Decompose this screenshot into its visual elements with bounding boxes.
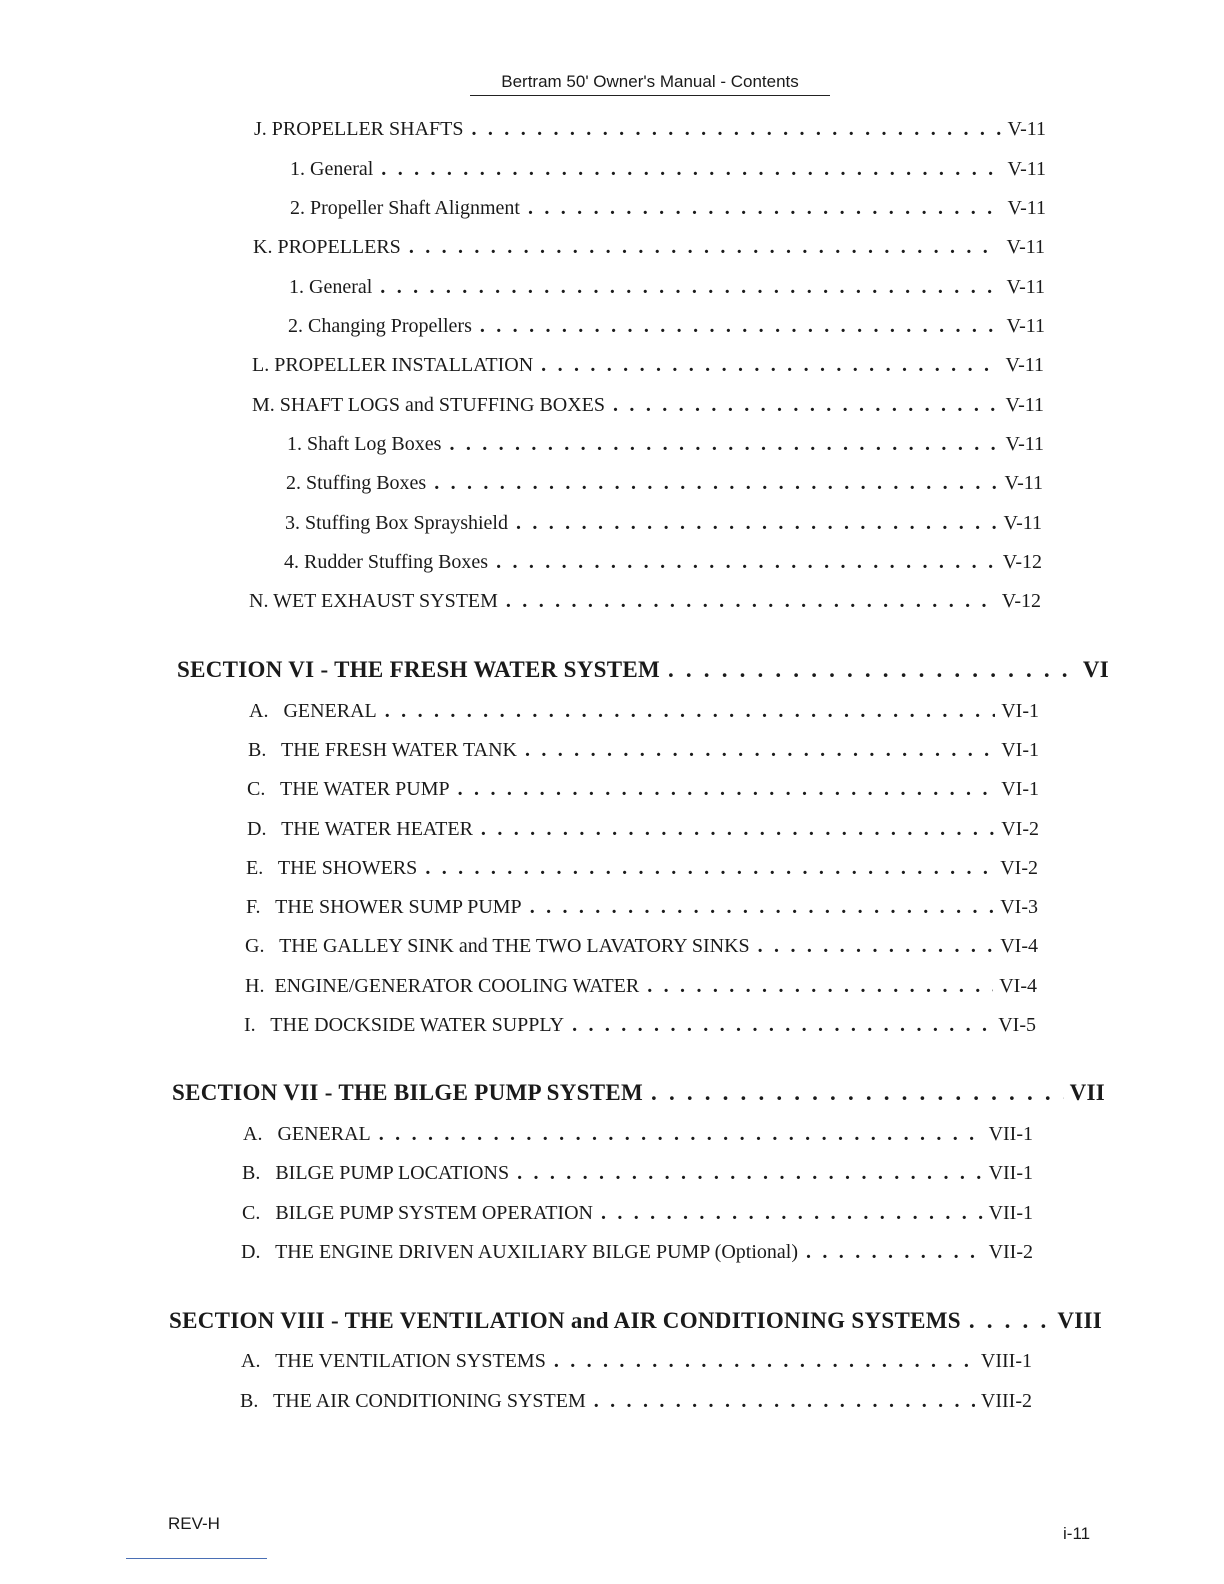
- dot-leader: [554, 1350, 975, 1373]
- dot-leader: [480, 315, 1001, 338]
- toc-entry[interactable]: [249, 590, 1041, 616]
- toc-entry[interactable]: [290, 197, 1046, 223]
- dot-leader: [481, 818, 995, 841]
- toc-entry-page: VI-4: [999, 975, 1037, 997]
- dot-leader: [668, 657, 1077, 683]
- toc-entry-page: V-11: [1007, 118, 1046, 140]
- dot-leader: [541, 354, 999, 377]
- dot-leader: [969, 1308, 1051, 1334]
- toc-entry-label: A. GENERAL: [249, 700, 377, 722]
- page-number: i-11: [1063, 1524, 1091, 1543]
- toc-entry-page: VI-5: [998, 1014, 1036, 1036]
- toc-entry[interactable]: [254, 118, 1046, 144]
- toc-entry-label: N. WET EXHAUST SYSTEM: [249, 590, 498, 612]
- toc-entry-label: H. ENGINE/GENERATOR COOLING WATER: [245, 975, 640, 997]
- toc-entry[interactable]: [287, 433, 1044, 459]
- dot-leader: [806, 1241, 983, 1264]
- toc-entry[interactable]: [285, 512, 1042, 538]
- dot-leader: [458, 778, 996, 801]
- toc-entry-label: C. THE WATER PUMP: [247, 778, 450, 800]
- toc-entry-label: D. THE ENGINE DRIVEN AUXILIARY BILGE PUMP (Optional): [241, 1241, 798, 1263]
- toc-entry-page: VII-1: [988, 1123, 1033, 1145]
- section-title: SECTION VI - THE FRESH WATER SYSTEM: [177, 657, 660, 682]
- dot-leader: [647, 975, 993, 998]
- dot-leader: [525, 739, 995, 762]
- dot-leader: [380, 276, 1000, 299]
- toc-entry-page: VI-2: [1000, 857, 1038, 879]
- toc-entry-label: K. PROPELLERS: [253, 236, 401, 258]
- toc-entry-page: VI-4: [1000, 935, 1038, 957]
- toc-entry-page: VI-1: [1001, 739, 1039, 761]
- dot-leader: [381, 158, 1001, 181]
- toc-entry[interactable]: [290, 158, 1046, 184]
- toc-entry[interactable]: [240, 1390, 1032, 1416]
- toc-entry-page: VI-1: [1001, 700, 1039, 722]
- dot-leader: [449, 433, 999, 456]
- dot-leader: [496, 551, 997, 574]
- toc-entry[interactable]: [288, 315, 1045, 341]
- toc-entry-page: V-12: [1002, 551, 1042, 573]
- page-header: Bertram 50' Owner's Manual - Contents: [470, 72, 830, 96]
- toc-entry[interactable]: [247, 818, 1039, 844]
- toc-entry-label: 2. Propeller Shaft Alignment: [290, 197, 520, 219]
- toc-entry-label: A. GENERAL: [243, 1123, 371, 1145]
- dot-leader: [601, 1202, 983, 1225]
- toc-entry-label: B. BILGE PUMP LOCATIONS: [242, 1162, 510, 1184]
- toc-entry-label: L. PROPELLER INSTALLATION: [252, 354, 534, 376]
- toc-entry-page: V-11: [1003, 512, 1042, 534]
- toc-entry[interactable]: [247, 778, 1039, 804]
- toc-entry-label: F. THE SHOWER SUMP PUMP: [246, 896, 522, 918]
- dot-leader: [758, 935, 995, 958]
- toc-entry-page: V-11: [1007, 158, 1046, 180]
- section-page: VII: [1069, 1080, 1105, 1105]
- toc-entry-page: VII-1: [988, 1202, 1033, 1224]
- dot-leader: [385, 700, 995, 723]
- toc-entry[interactable]: [248, 739, 1039, 765]
- toc-entry[interactable]: [246, 857, 1038, 883]
- toc-entry-page: VII-1: [988, 1162, 1033, 1184]
- toc-entry[interactable]: [242, 1202, 1033, 1228]
- toc-entry[interactable]: [246, 896, 1038, 922]
- dot-leader: [379, 1123, 983, 1146]
- toc-entry-page: VIII-2: [980, 1390, 1032, 1412]
- toc-entry-label: 4. Rudder Stuffing Boxes: [284, 551, 489, 573]
- toc-entry-label: 1. Shaft Log Boxes: [287, 433, 442, 455]
- toc-entry[interactable]: [241, 1241, 1033, 1267]
- toc-entry[interactable]: [252, 354, 1044, 380]
- section-heading[interactable]: [172, 1080, 1105, 1110]
- toc-entry-page: V-11: [1005, 354, 1044, 376]
- toc-entry-label: 1. General: [289, 276, 373, 298]
- toc-entry-label: I. THE DOCKSIDE WATER SUPPLY: [244, 1014, 565, 1036]
- dot-leader: [613, 394, 999, 417]
- section-page: VI: [1082, 657, 1109, 682]
- dot-leader: [434, 472, 998, 495]
- toc-entry-label: 3. Stuffing Box Sprayshield: [285, 512, 508, 534]
- toc-entry-page: V-11: [1005, 394, 1044, 416]
- toc-entry-page: VIII-1: [980, 1350, 1032, 1372]
- section-page: VIII: [1057, 1308, 1102, 1333]
- toc-entry[interactable]: [286, 472, 1043, 498]
- section-heading[interactable]: [177, 657, 1109, 687]
- dot-leader: [425, 857, 994, 880]
- toc-entry-label: M. SHAFT LOGS and STUFFING BOXES: [252, 394, 606, 416]
- dot-leader: [517, 1162, 983, 1185]
- toc-entry-page: VII-2: [988, 1241, 1033, 1263]
- toc-entry-page: V-11: [1004, 472, 1043, 494]
- toc-entry-page: V-11: [1007, 197, 1046, 219]
- toc-entry-label: J. PROPELLER SHAFTS: [254, 118, 464, 140]
- dot-leader: [472, 118, 1002, 141]
- toc-entry[interactable]: [241, 1350, 1032, 1376]
- toc-entry-label: 2. Stuffing Boxes: [286, 472, 427, 494]
- toc-entry-label: 1. General: [290, 158, 374, 180]
- toc-entry[interactable]: [244, 1014, 1036, 1040]
- toc-entry-label: B. THE FRESH WATER TANK: [248, 739, 517, 761]
- toc-entry-page: V-11: [1006, 276, 1045, 298]
- dot-leader: [409, 236, 1001, 259]
- toc-entry-label: B. THE AIR CONDITIONING SYSTEM: [240, 1390, 586, 1412]
- toc-entry[interactable]: [252, 394, 1044, 420]
- toc-entry[interactable]: [249, 700, 1039, 726]
- toc-entry-page: V-11: [1005, 433, 1044, 455]
- toc-entry-label: A. THE VENTILATION SYSTEMS: [241, 1350, 546, 1372]
- toc-entry[interactable]: [284, 551, 1042, 577]
- toc-entry-label: 2. Changing Propellers: [288, 315, 472, 337]
- toc-entry-page: VI-3: [1000, 896, 1038, 918]
- dot-leader: [594, 1390, 975, 1413]
- toc-entry[interactable]: [243, 1123, 1033, 1149]
- toc-entry-page: V-11: [1006, 236, 1045, 258]
- section-title: SECTION VII - THE BILGE PUMP SYSTEM: [172, 1080, 644, 1105]
- dot-leader: [651, 1080, 1064, 1106]
- toc-entry-label: G. THE GALLEY SINK and THE TWO LAVATORY SINKS: [245, 935, 750, 957]
- toc-entry[interactable]: [245, 935, 1038, 961]
- toc-entry-page: VI-1: [1001, 778, 1039, 800]
- toc-entry-page: V-11: [1006, 315, 1045, 337]
- toc-entry-label: E. THE SHOWERS: [246, 857, 418, 879]
- revision-label: REV-H: [168, 1514, 220, 1533]
- dot-leader: [516, 512, 998, 535]
- dot-leader: [572, 1014, 992, 1037]
- toc-entry-page: V-12: [1001, 590, 1041, 612]
- footer-divider: [126, 1558, 267, 1559]
- section-heading[interactable]: [169, 1308, 1102, 1338]
- toc-entry-label: C. BILGE PUMP SYSTEM OPERATION: [242, 1202, 593, 1224]
- toc-entry[interactable]: [289, 276, 1045, 302]
- dot-leader: [530, 896, 995, 919]
- section-title: SECTION VIII - THE VENTILATION and AIR CONDITIONING SYSTEMS: [169, 1308, 961, 1333]
- toc-entry[interactable]: [253, 236, 1045, 262]
- toc-entry[interactable]: [245, 975, 1037, 1001]
- dot-leader: [528, 197, 1001, 220]
- toc-entry-label: D. THE WATER HEATER: [247, 818, 473, 840]
- toc-entry[interactable]: [242, 1162, 1033, 1188]
- toc-entry-page: VI-2: [1001, 818, 1039, 840]
- dot-leader: [506, 590, 996, 613]
